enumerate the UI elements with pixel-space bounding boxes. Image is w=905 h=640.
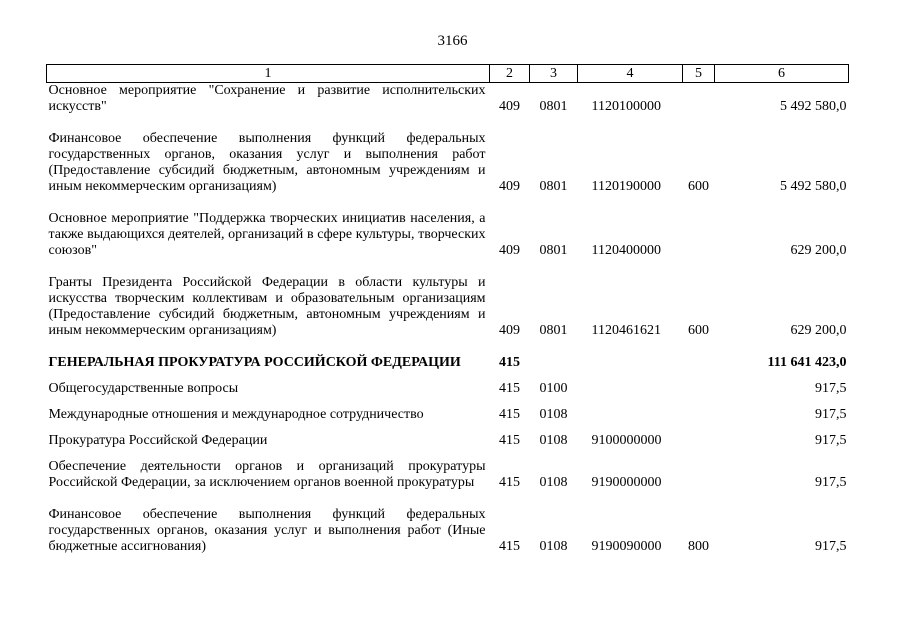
column-header-4: 4	[578, 65, 683, 83]
table-row	[47, 275, 849, 339]
row-gr-code: 415	[499, 433, 520, 448]
row-type-code	[683, 433, 715, 449]
row-type-code: 600	[688, 323, 709, 338]
page-number: 3166	[437, 33, 468, 49]
table-row	[47, 83, 849, 116]
row-name: Основное мероприятие "Поддержка творческих инициатив населения, а также выдающихся деятелей, организаций в сфере культуры, творческих союзов"	[48, 211, 486, 258]
row-gr-code: 415	[499, 475, 520, 490]
row-gr-code: 409	[499, 323, 520, 338]
row-section-code: 0801	[539, 323, 568, 338]
row-amount: 629 200,0	[790, 243, 847, 258]
row-name: Финансовое обеспечение выполнения функций федеральных государственных органов, оказания услуг и выполнения работ (Иные бюджетные ассигнования)	[48, 507, 486, 554]
row-amount: 629 200,0	[790, 323, 847, 338]
row-amount: 917,5	[815, 475, 847, 490]
row-section-code: 0108	[539, 407, 568, 422]
row-section-code: 0801	[539, 243, 568, 258]
row-name: Гранты Президента Российской Федерации в области культуры и искусства творческим коллективам и образовательным организациям (Предоставление субсидий бюджетным, автономным учреждениям и иным некоммерческим организациям)	[48, 275, 486, 338]
column-header-3: 3	[530, 65, 578, 83]
row-gr-code: 415	[499, 355, 520, 370]
column-header-2: 2	[490, 65, 530, 83]
row-amount: 5 492 580,0	[780, 99, 847, 114]
row-section-code: 0108	[539, 475, 568, 490]
row-section-code: 0108	[539, 539, 568, 554]
table-row	[47, 211, 849, 259]
row-name: Прокуратура Российской Федерации	[48, 433, 268, 448]
table-body	[47, 83, 849, 556]
row-article-code: 9190090000	[591, 539, 662, 554]
row-amount: 111 641 423,0	[767, 355, 847, 370]
row-section-code: 0108	[539, 433, 568, 448]
row-type-code	[683, 211, 715, 259]
row-article-code: 1120100000	[591, 99, 661, 114]
row-gr-code: 409	[499, 243, 520, 258]
row-name: Международные отношения и международное сотрудничество	[48, 407, 424, 422]
budget-table	[46, 64, 849, 555]
column-header-6: 6	[715, 65, 849, 83]
row-amount: 917,5	[815, 381, 847, 396]
table-header	[47, 65, 849, 83]
row-section-code	[530, 355, 578, 371]
row-gr-code: 415	[499, 539, 520, 554]
row-article-code	[578, 407, 683, 423]
table-row	[47, 433, 849, 449]
row-article-code	[578, 355, 683, 371]
row-name: Основное мероприятие "Сохранение и развитие исполнительских искусств"	[48, 83, 486, 114]
row-section-code: 0801	[539, 99, 568, 114]
row-gr-code: 409	[499, 99, 520, 114]
table-row	[47, 381, 849, 397]
row-article-code: 1120400000	[591, 243, 661, 258]
row-type-code: 800	[688, 539, 709, 554]
row-article-code: 1120461621	[591, 323, 661, 338]
row-amount: 917,5	[815, 539, 847, 554]
column-header-5: 5	[683, 65, 715, 83]
header-row	[47, 65, 849, 83]
row-gr-code: 415	[499, 381, 520, 396]
row-name: Обеспечение деятельности органов и организаций прокуратуры Российской Федерации, за исключением органов военной прокуратуры	[48, 459, 486, 490]
table-row	[47, 407, 849, 423]
row-gr-code: 415	[499, 407, 520, 422]
row-article-code: 1120190000	[591, 179, 661, 194]
row-name: ГЕНЕРАЛЬНАЯ ПРОКУРАТУРА РОССИЙСКОЙ ФЕДЕРАЦИИ	[48, 355, 461, 370]
row-type-code	[683, 355, 715, 371]
row-gr-code: 409	[499, 179, 520, 194]
row-amount: 5 492 580,0	[780, 179, 847, 194]
column-header-1: 1	[47, 65, 490, 83]
row-article-code: 9100000000	[591, 433, 662, 448]
table-row	[47, 355, 849, 371]
row-name: Финансовое обеспечение выполнения функций федеральных государственных органов, оказания услуг и выполнения работ (Предоставление субсидий бюджетным, автономным учреждениям и иным некоммерческим организациям)	[48, 131, 486, 194]
row-article-code	[578, 381, 683, 397]
row-type-code	[683, 381, 715, 397]
row-section-code: 0801	[539, 179, 568, 194]
row-type-code	[683, 83, 715, 116]
row-amount: 917,5	[815, 407, 847, 422]
row-type-code	[683, 459, 715, 491]
row-name: Общегосударственные вопросы	[48, 381, 239, 396]
table-row	[47, 131, 849, 195]
row-amount: 917,5	[815, 433, 847, 448]
row-section-code: 0100	[539, 381, 568, 396]
table-row	[47, 507, 849, 555]
row-article-code: 9190000000	[591, 475, 662, 490]
row-type-code	[683, 407, 715, 423]
row-type-code: 600	[688, 179, 709, 194]
table-row	[47, 459, 849, 491]
